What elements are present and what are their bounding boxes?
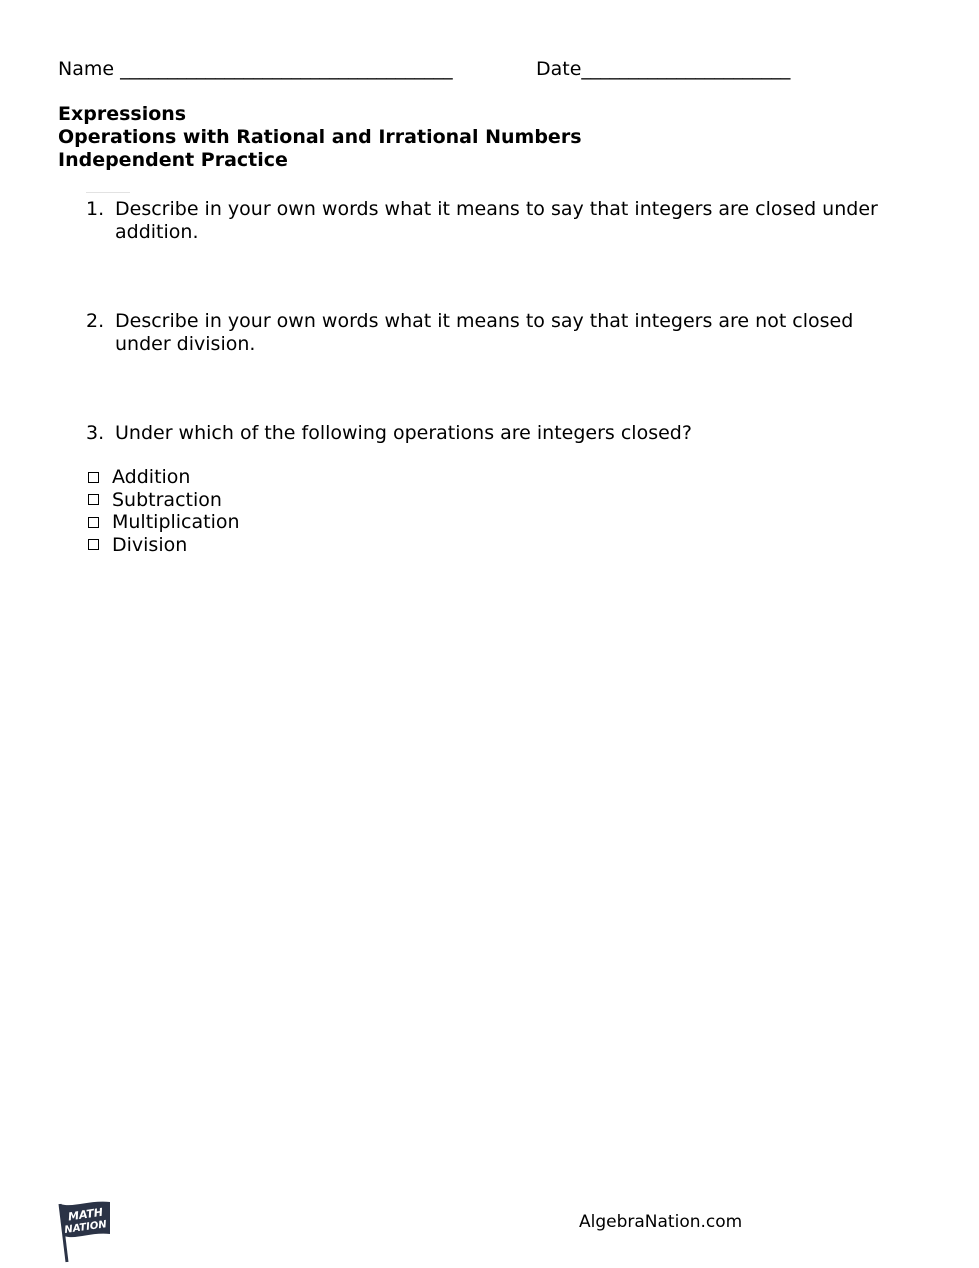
date-field-label: Date______________________ — [536, 58, 791, 80]
option-label: Subtraction — [112, 488, 222, 511]
checkbox-icon[interactable] — [88, 539, 99, 550]
question-2 — [86, 310, 896, 355]
math-nation-logo — [54, 1198, 116, 1264]
option-label: Division — [112, 533, 188, 556]
question-1 — [86, 198, 896, 243]
question-number: 1. — [86, 198, 105, 220]
option-addition[interactable] — [88, 466, 240, 489]
question-number: 3. — [86, 422, 105, 444]
flag-icon — [54, 1198, 116, 1264]
option-division[interactable] — [88, 534, 240, 557]
heading-practice-type: Independent Practice — [58, 149, 288, 171]
option-label: Multiplication — [112, 511, 240, 533]
name-field-label: Name ___________________________________ — [58, 58, 453, 80]
option-multiplication[interactable] — [88, 511, 240, 534]
checkbox-icon[interactable] — [88, 472, 99, 483]
question-3 — [86, 422, 896, 445]
question-text: Describe in your own words what it means to say that integers are not closed under division. — [115, 310, 854, 355]
answer-options — [88, 466, 240, 556]
option-subtraction[interactable] — [88, 489, 240, 512]
question-number: 2. — [86, 310, 105, 332]
heading-topic: Expressions — [58, 103, 187, 125]
option-label: Addition — [112, 466, 191, 488]
question-text: Describe in your own words what it means to say that integers are closed under addition. — [115, 198, 878, 243]
logo-text-math: MATH — [67, 1205, 104, 1224]
worksheet-headings — [58, 103, 582, 172]
checkbox-icon[interactable] — [88, 517, 99, 528]
faint-divider — [86, 192, 130, 193]
checkbox-icon[interactable] — [88, 494, 99, 505]
heading-lesson: Operations with Rational and Irrational Numbers — [58, 126, 582, 148]
question-text: Under which of the following operations are integers closed? — [115, 422, 692, 444]
footer-url[interactable]: AlgebraNation.com — [579, 1212, 743, 1232]
logo-text-nation: NATION — [63, 1219, 108, 1236]
